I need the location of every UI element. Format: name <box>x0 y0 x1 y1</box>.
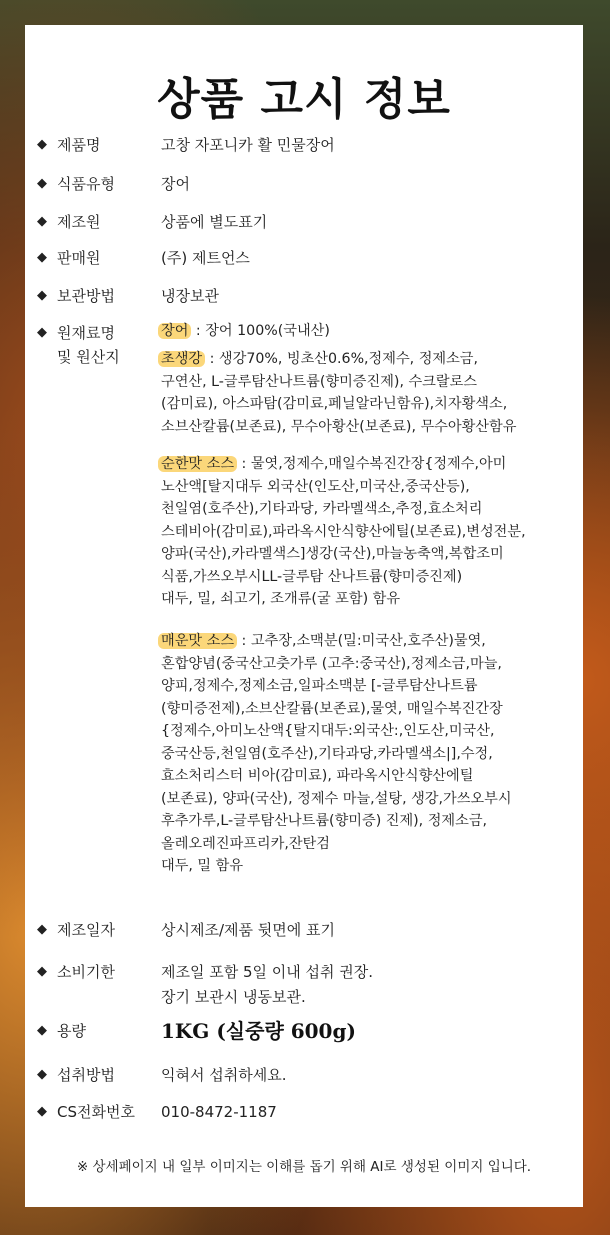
row-label: 보관방법 <box>57 287 115 305</box>
row-value: 장어 <box>161 175 190 193</box>
row-value: 고창 자포니카 활 민물장어 <box>161 136 335 154</box>
ingredient-line: 식품,가쓰오부시LL-글루탐 산나트륨(향미증진제) <box>161 568 463 585</box>
ingredient-line: 소브산칼륨(보존료), 무수아황산(보존료), 무수아황산함유 <box>161 418 517 435</box>
row-value: 상품에 별도표기 <box>161 213 268 231</box>
ingredient-text: : 물엿,정제수,매일수복진간장{정제수,아미 <box>237 456 507 472</box>
ingredient-line: 대두, 밀 함유 <box>161 858 244 874</box>
row-label: 제조원 <box>57 213 101 231</box>
diamond-bullet-icon: ◆ <box>37 288 47 303</box>
ingredient-line: 노산액[탈지대두 외국산(인도산,미국산,중국산등), <box>161 478 470 495</box>
diamond-bullet-icon: ◆ <box>37 214 47 229</box>
diamond-bullet-icon: ◆ <box>37 176 47 191</box>
ingredient-line: 구연산, L-글루탐산나트륨(향미증진제), 수크랄로스 <box>161 373 477 390</box>
ingredient-ginger <box>161 348 516 438</box>
ingredient-mild-sauce <box>161 453 526 611</box>
row-label-line2: 및 원산지 <box>57 348 120 366</box>
ingredient-line: 혼합양념(중국산고춧가루 (고추:중국산),정제소금,마늘, <box>161 655 502 672</box>
row-value: 제조일 포함 5일 이내 섭취 권장. <box>161 963 374 981</box>
ingredient-line: 효소처리스터 비아(감미료), 파라옥시안식향산에틸 <box>161 768 474 784</box>
ingredient-line: (보존료), 양파(국산), 정제수 마늘,설탕, 생강,가쓰오부시 <box>161 790 512 807</box>
diamond-bullet-icon: ◆ <box>37 325 47 340</box>
diamond-bullet-icon: ◆ <box>37 1023 47 1038</box>
row-label: 소비기한 <box>57 963 115 981</box>
ingredient-eel <box>161 320 330 343</box>
row-label: CS전화번호 <box>57 1103 135 1121</box>
ingredient-line: 양피,정제수,정제소금,일파소맥분 [-글루탐산나트륨 <box>161 678 478 694</box>
ingredient-name-highlight: 매운맛 소스 <box>158 633 237 649</box>
ingredient-line: 스테비아(감미료),파라옥시안식향산에틸(보존료),변성전분, <box>161 523 526 540</box>
ingredient-line: 양파(국산),카라멜색스]생강(국산),마늘농축액,복합조미 <box>161 546 504 562</box>
ingredient-line: 천일염(호주산),기타과당, 카라멜색소,추정,효소처리 <box>161 501 483 517</box>
row-value: 냉장보관 <box>161 287 219 305</box>
row-value-line2: 장기 보관시 냉동보관. <box>161 988 306 1006</box>
ingredient-line: (향미증전제),소브산칼륨(보존료),물엿, 매일수복진간장 <box>161 700 503 717</box>
ai-image-footnote: ※ 상세페이지 내 일부 이미지는 이해를 돕기 위해 AI로 생성된 이미지 입니다. <box>76 1159 532 1175</box>
ingredient-text: : 장어 100%(국내산) <box>191 323 330 339</box>
row-value: 익혀서 섭취하세요. <box>161 1066 287 1084</box>
ingredient-name-highlight: 장어 <box>158 323 191 339</box>
diamond-bullet-icon: ◆ <box>37 1104 47 1119</box>
product-info-card <box>25 25 583 1207</box>
page-title: 상품 고시 정보 <box>157 74 451 125</box>
ingredient-line: 올레오레진파프리카,잔탄검 <box>161 835 330 852</box>
ingredient-line: 후추가루,L-글루탐산나트륨(향미증) 진제), 정제소금, <box>161 813 488 829</box>
row-value: 상시제조/제품 뒷면에 표기 <box>161 921 335 939</box>
row-label: 용량 <box>57 1022 86 1040</box>
row-label: 제품명 <box>57 136 101 154</box>
diamond-bullet-icon: ◆ <box>37 137 47 152</box>
ingredient-name-highlight: 순한맛 소스 <box>158 456 237 472</box>
row-label: 원재료명 <box>57 324 115 342</box>
row-value: 010-8472-1187 <box>161 1103 277 1121</box>
row-label: 식품유형 <box>57 175 115 193</box>
ingredient-text: : 고추장,소맥분(밀:미국산,호주산)물엿, <box>237 633 486 649</box>
row-value: 1KG (실중량 600g) <box>161 1019 356 1043</box>
row-label: 제조일자 <box>57 921 115 939</box>
ingredient-spicy-sauce <box>161 630 512 878</box>
diamond-bullet-icon: ◆ <box>37 1067 47 1082</box>
ingredient-line: 대두, 밀, 쇠고기, 조개류(굴 포함) 함유 <box>161 591 401 607</box>
ingredient-text: : 생강70%, 빙초산0.6%,정제수, 정제소금, <box>205 351 479 367</box>
ingredient-name-highlight: 초생강 <box>158 351 205 367</box>
diamond-bullet-icon: ◆ <box>37 922 47 937</box>
ingredient-line: (감미료), 아스파탐(감미료,페닐알라닌함유),치자황색소, <box>161 396 508 412</box>
row-value: (주) 제트언스 <box>161 249 250 267</box>
diamond-bullet-icon: ◆ <box>37 250 47 265</box>
row-label: 섭취방법 <box>57 1066 115 1084</box>
row-label: 판매원 <box>57 249 101 267</box>
ingredient-line: {정제수,아미노산액{탈지대두:외국산:,인도산,미국산, <box>161 723 495 739</box>
ingredient-line: 중국산등,천일염(호주산),기타과당,카라멜색소|],수정, <box>161 745 493 762</box>
diamond-bullet-icon: ◆ <box>37 964 47 979</box>
